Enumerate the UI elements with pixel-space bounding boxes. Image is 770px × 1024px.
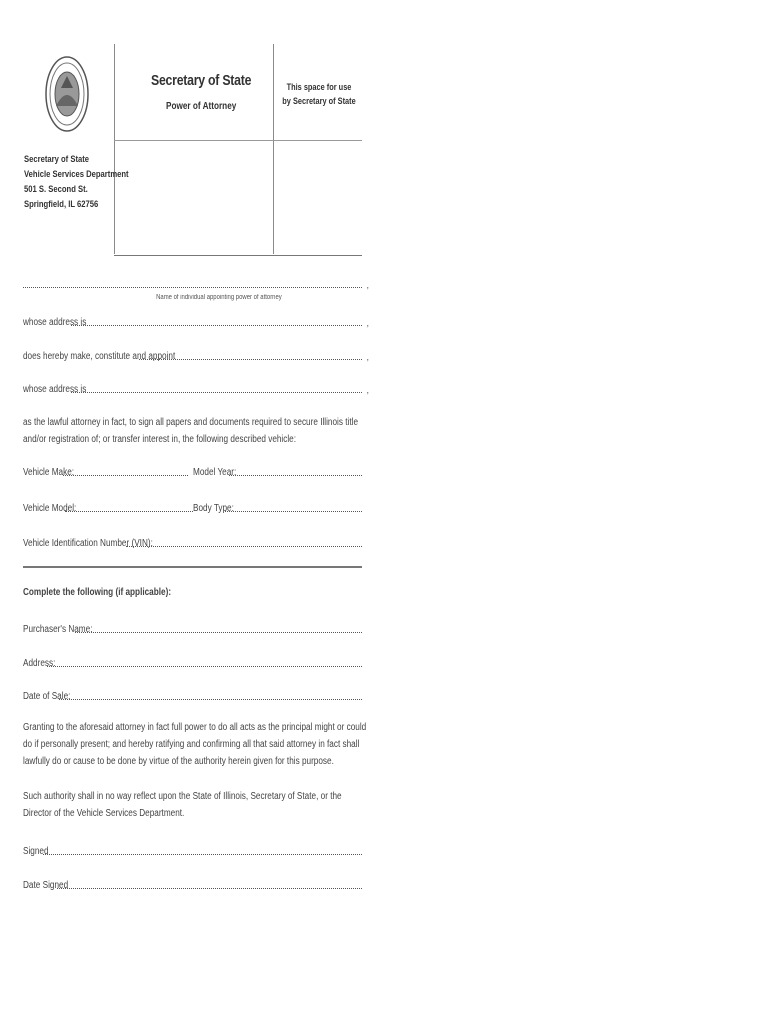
page-subtitle: Power of Attorney — [166, 101, 237, 112]
attorney-name-label: does hereby make, constitute and appoint — [23, 351, 176, 362]
appointor-name-row: , — [23, 276, 369, 290]
attorney-name-row: does hereby make, constitute and appoint , — [23, 351, 369, 362]
page-title: Secretary of State — [151, 72, 252, 89]
attorney-address-label: whose address is — [23, 384, 87, 395]
date-signed-field[interactable] — [57, 888, 362, 889]
model-year-row — [193, 464, 362, 478]
vehicle-model-label: Vehicle Model: — [23, 503, 77, 514]
header-divider-left — [114, 44, 115, 254]
lawful-attorney-text: as the lawful attorney in fact, to sign all papers and documents required to secure Illinois title and/or registration of; or transfer interest in, the following described vehicle: — [23, 417, 359, 445]
body-type-label: Body Type: — [193, 503, 234, 514]
date-signed-row — [23, 877, 362, 891]
signed-label: Signed — [23, 846, 49, 857]
purchaser-address-row — [23, 655, 362, 669]
purchaser-name-row — [23, 621, 362, 635]
address-line: Springfield, IL 62756 — [24, 199, 99, 209]
authority-text: Such authority shall in no way reflect upon the State of Illinois, Secretary of State, or the Director of the Vehicle Services Department. — [23, 791, 342, 819]
vehicle-make-label: Vehicle Make: — [23, 467, 75, 478]
purchaser-name-field[interactable] — [75, 632, 362, 633]
header-rule — [114, 140, 362, 141]
appointor-address-row: whose address is , — [23, 317, 369, 328]
vin-field[interactable] — [126, 546, 362, 547]
vin-label: Vehicle Identification Number (VIN): — [23, 538, 153, 549]
date-of-sale-label: Date of Sale: — [23, 691, 71, 702]
purchaser-address-field[interactable] — [47, 666, 362, 667]
vehicle-make-field[interactable] — [63, 475, 188, 476]
section-divider — [23, 566, 362, 568]
appointor-address-label: whose address is — [23, 317, 87, 328]
purchaser-name-label: Purchaser's Name: — [23, 624, 93, 635]
date-of-sale-field[interactable] — [59, 699, 362, 700]
header-bottom-rule — [114, 255, 362, 256]
vehicle-make-row — [23, 464, 188, 478]
return-address — [24, 152, 129, 212]
body-type-field[interactable] — [225, 511, 362, 512]
address-line: Secretary of State — [24, 154, 90, 164]
vehicle-model-row — [23, 500, 193, 514]
granting-text: Granting to the aforesaid attorney in fact full power to do all acts as the principal might or could do if personally present; and hereby ratifying and confirming all that said attorney in fact shall lawfully do or cause to be done by virtue of the authority herein given for this purpose. — [23, 722, 367, 767]
vehicle-model-field[interactable] — [65, 511, 193, 512]
body-type-row — [193, 500, 362, 514]
signed-row — [23, 843, 362, 857]
state-seal-icon — [44, 54, 90, 134]
date-of-sale-row — [23, 688, 362, 702]
model-year-label: Model Year: — [193, 467, 237, 478]
header-divider-right — [273, 44, 274, 254]
attorney-address-field[interactable] — [71, 392, 362, 393]
appointor-name-caption: Name of individual appointing power of attorney — [156, 294, 282, 301]
model-year-field[interactable] — [229, 475, 362, 476]
vin-row — [23, 535, 362, 549]
appointor-address-field[interactable] — [71, 325, 362, 326]
complete-section-heading: Complete the following (if applicable): — [23, 587, 172, 598]
date-signed-label: Date Signed — [23, 880, 69, 891]
address-line: 501 S. Second St. — [24, 184, 88, 194]
office-use-note: This space for use by Secretary of State — [282, 82, 356, 106]
appointor-name-field[interactable] — [23, 287, 362, 288]
attorney-address-row: whose address is , — [23, 384, 369, 395]
signed-field[interactable] — [43, 854, 362, 855]
address-line: Vehicle Services Department — [24, 169, 129, 179]
purchaser-address-label: Address: — [23, 658, 56, 669]
